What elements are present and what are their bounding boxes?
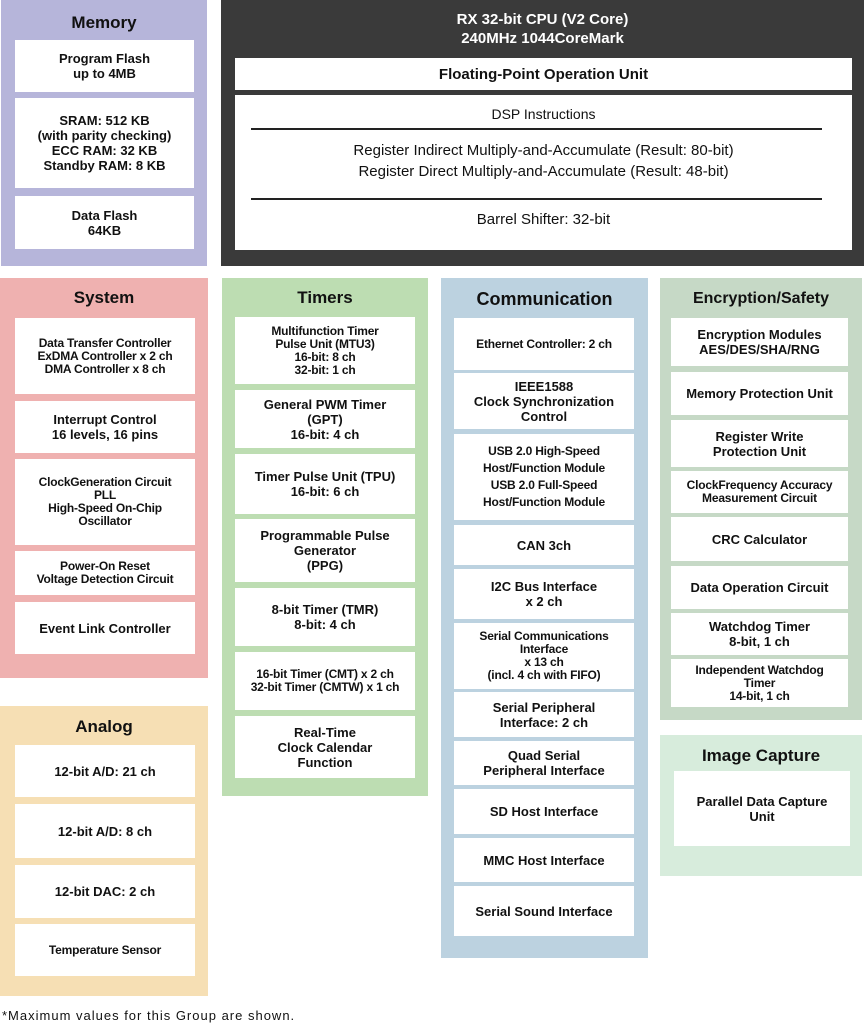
cmt-block: 16-bit Timer (CMT) x 2 ch 32-bit Timer (CMTW) x 1 ch — [235, 652, 415, 710]
usb-block: USB 2.0 High-Speed Host/Function Module USB 2.0 Full-Speed Host/Function Module — [454, 434, 634, 520]
encryption-modules-block: Encryption Modules AES/DES/SHA/RNG — [671, 318, 848, 366]
encryption-panel — [660, 278, 862, 720]
communication-panel — [441, 278, 648, 958]
ieee1588-block: IEEE1588 Clock Synchronization Control — [454, 373, 634, 429]
rtc-block: Real-Time Clock Calendar Function — [235, 716, 415, 778]
parallel-capture-block: Parallel Data Capture Unit — [674, 771, 850, 846]
sci-block: Serial Communications Interface x 13 ch (incl. 4 ch with FIFO) — [454, 623, 634, 689]
mtu3-block: Multifunction Timer Pulse Unit (MTU3) 16-bit: 8 ch 32-bit: 1 ch — [235, 317, 415, 384]
memory-panel — [1, 0, 207, 266]
image-capture-title: Image Capture — [701, 746, 821, 765]
communication-title: Communication — [476, 289, 613, 309]
clock-accuracy-block: ClockFrequency Accuracy Measurement Circuit — [671, 471, 848, 513]
timers-panel — [222, 278, 428, 796]
clock-generation-block: ClockGeneration Circuit PLL High-Speed On-Chip Oscillator — [15, 459, 195, 545]
sram-block: SRAM: 512 KB (with parity checking) ECC RAM: 32 KB Standby RAM: 8 KB — [15, 98, 194, 188]
i2c-block: I2C Bus Interface x 2 ch — [454, 569, 634, 619]
analog-title: Analog — [75, 717, 133, 736]
ad-21ch-block: 12-bit A/D: 21 ch — [15, 745, 195, 797]
mmc-host-block: MMC Host Interface — [454, 838, 634, 882]
memory-title: Memory — [71, 13, 137, 32]
data-flash-block: Data Flash 64KB — [15, 196, 194, 249]
ad-8ch-block: 12-bit A/D: 8 ch — [15, 804, 195, 858]
cpu-title: RX 32-bit CPU (V2 Core) — [456, 11, 629, 28]
tpu-block: Timer Pulse Unit (TPU) 16-bit: 6 ch — [235, 454, 415, 514]
spi-block: Serial Peripheral Interface: 2 ch — [454, 692, 634, 737]
system-panel — [0, 278, 208, 678]
crc-block: CRC Calculator — [671, 517, 848, 561]
watchdog-timer-block: Watchdog Timer 8-bit, 1 ch — [671, 613, 848, 655]
program-flash-block: Program Flash up to 4MB — [15, 40, 194, 92]
cpu-panel — [221, 0, 864, 266]
ssi-block: Serial Sound Interface — [454, 886, 634, 936]
system-title: System — [73, 288, 135, 307]
sd-host-block: SD Host Interface — [454, 789, 634, 834]
mac-direct: Register Direct Multiply-and-Accumulate (Result: 48-bit) — [358, 163, 729, 180]
independent-watchdog-block: Independent Watchdog Timer 14-bit, 1 ch — [671, 659, 848, 707]
cpu-subtitle: 240MHz 1044CoreMark — [461, 30, 624, 47]
analog-panel — [0, 706, 208, 996]
dsp-block — [235, 95, 852, 250]
can-block: CAN 3ch — [454, 525, 634, 565]
barrel-shifter: Barrel Shifter: 32-bit — [476, 211, 611, 228]
image-capture-panel — [660, 735, 862, 876]
event-link-block: Event Link Controller — [15, 602, 195, 654]
ethernet-block: Ethernet Controller: 2 ch — [454, 318, 634, 370]
dac-block: 12-bit DAC: 2 ch — [15, 865, 195, 918]
register-write-protection-block: Register Write Protection Unit — [671, 420, 848, 467]
data-operation-block: Data Operation Circuit — [671, 566, 848, 609]
fpu-block: Floating-Point Operation Unit — [235, 58, 852, 90]
interrupt-control-block: Interrupt Control 16 levels, 16 pins — [15, 401, 195, 453]
mpu-block: Memory Protection Unit — [671, 372, 848, 415]
dsp-title: DSP Instructions — [491, 106, 596, 122]
mac-indirect: Register Indirect Multiply-and-Accumulate (Result: 80-bit) — [353, 142, 734, 159]
data-transfer-block: Data Transfer Controller ExDMA Controller x 2 ch DMA Controller x 8 ch — [15, 318, 195, 394]
dsp-divider-bottom — [251, 198, 822, 200]
power-on-reset-block: Power-On Reset Voltage Detection Circuit — [15, 551, 195, 595]
footnote: *Maximum values for this Group are shown. — [2, 1008, 296, 1023]
qspi-block: Quad Serial Peripheral Interface — [454, 741, 634, 785]
dsp-divider-top — [251, 128, 822, 130]
timers-title: Timers — [297, 288, 353, 307]
tmr-block: 8-bit Timer (TMR) 8-bit: 4 ch — [235, 588, 415, 646]
gpt-block: General PWM Timer (GPT) 16-bit: 4 ch — [235, 390, 415, 448]
temperature-sensor-block: Temperature Sensor — [15, 924, 195, 976]
ppg-block: Programmable Pulse Generator (PPG) — [235, 519, 415, 582]
encryption-title: Encryption/Safety — [692, 290, 830, 307]
